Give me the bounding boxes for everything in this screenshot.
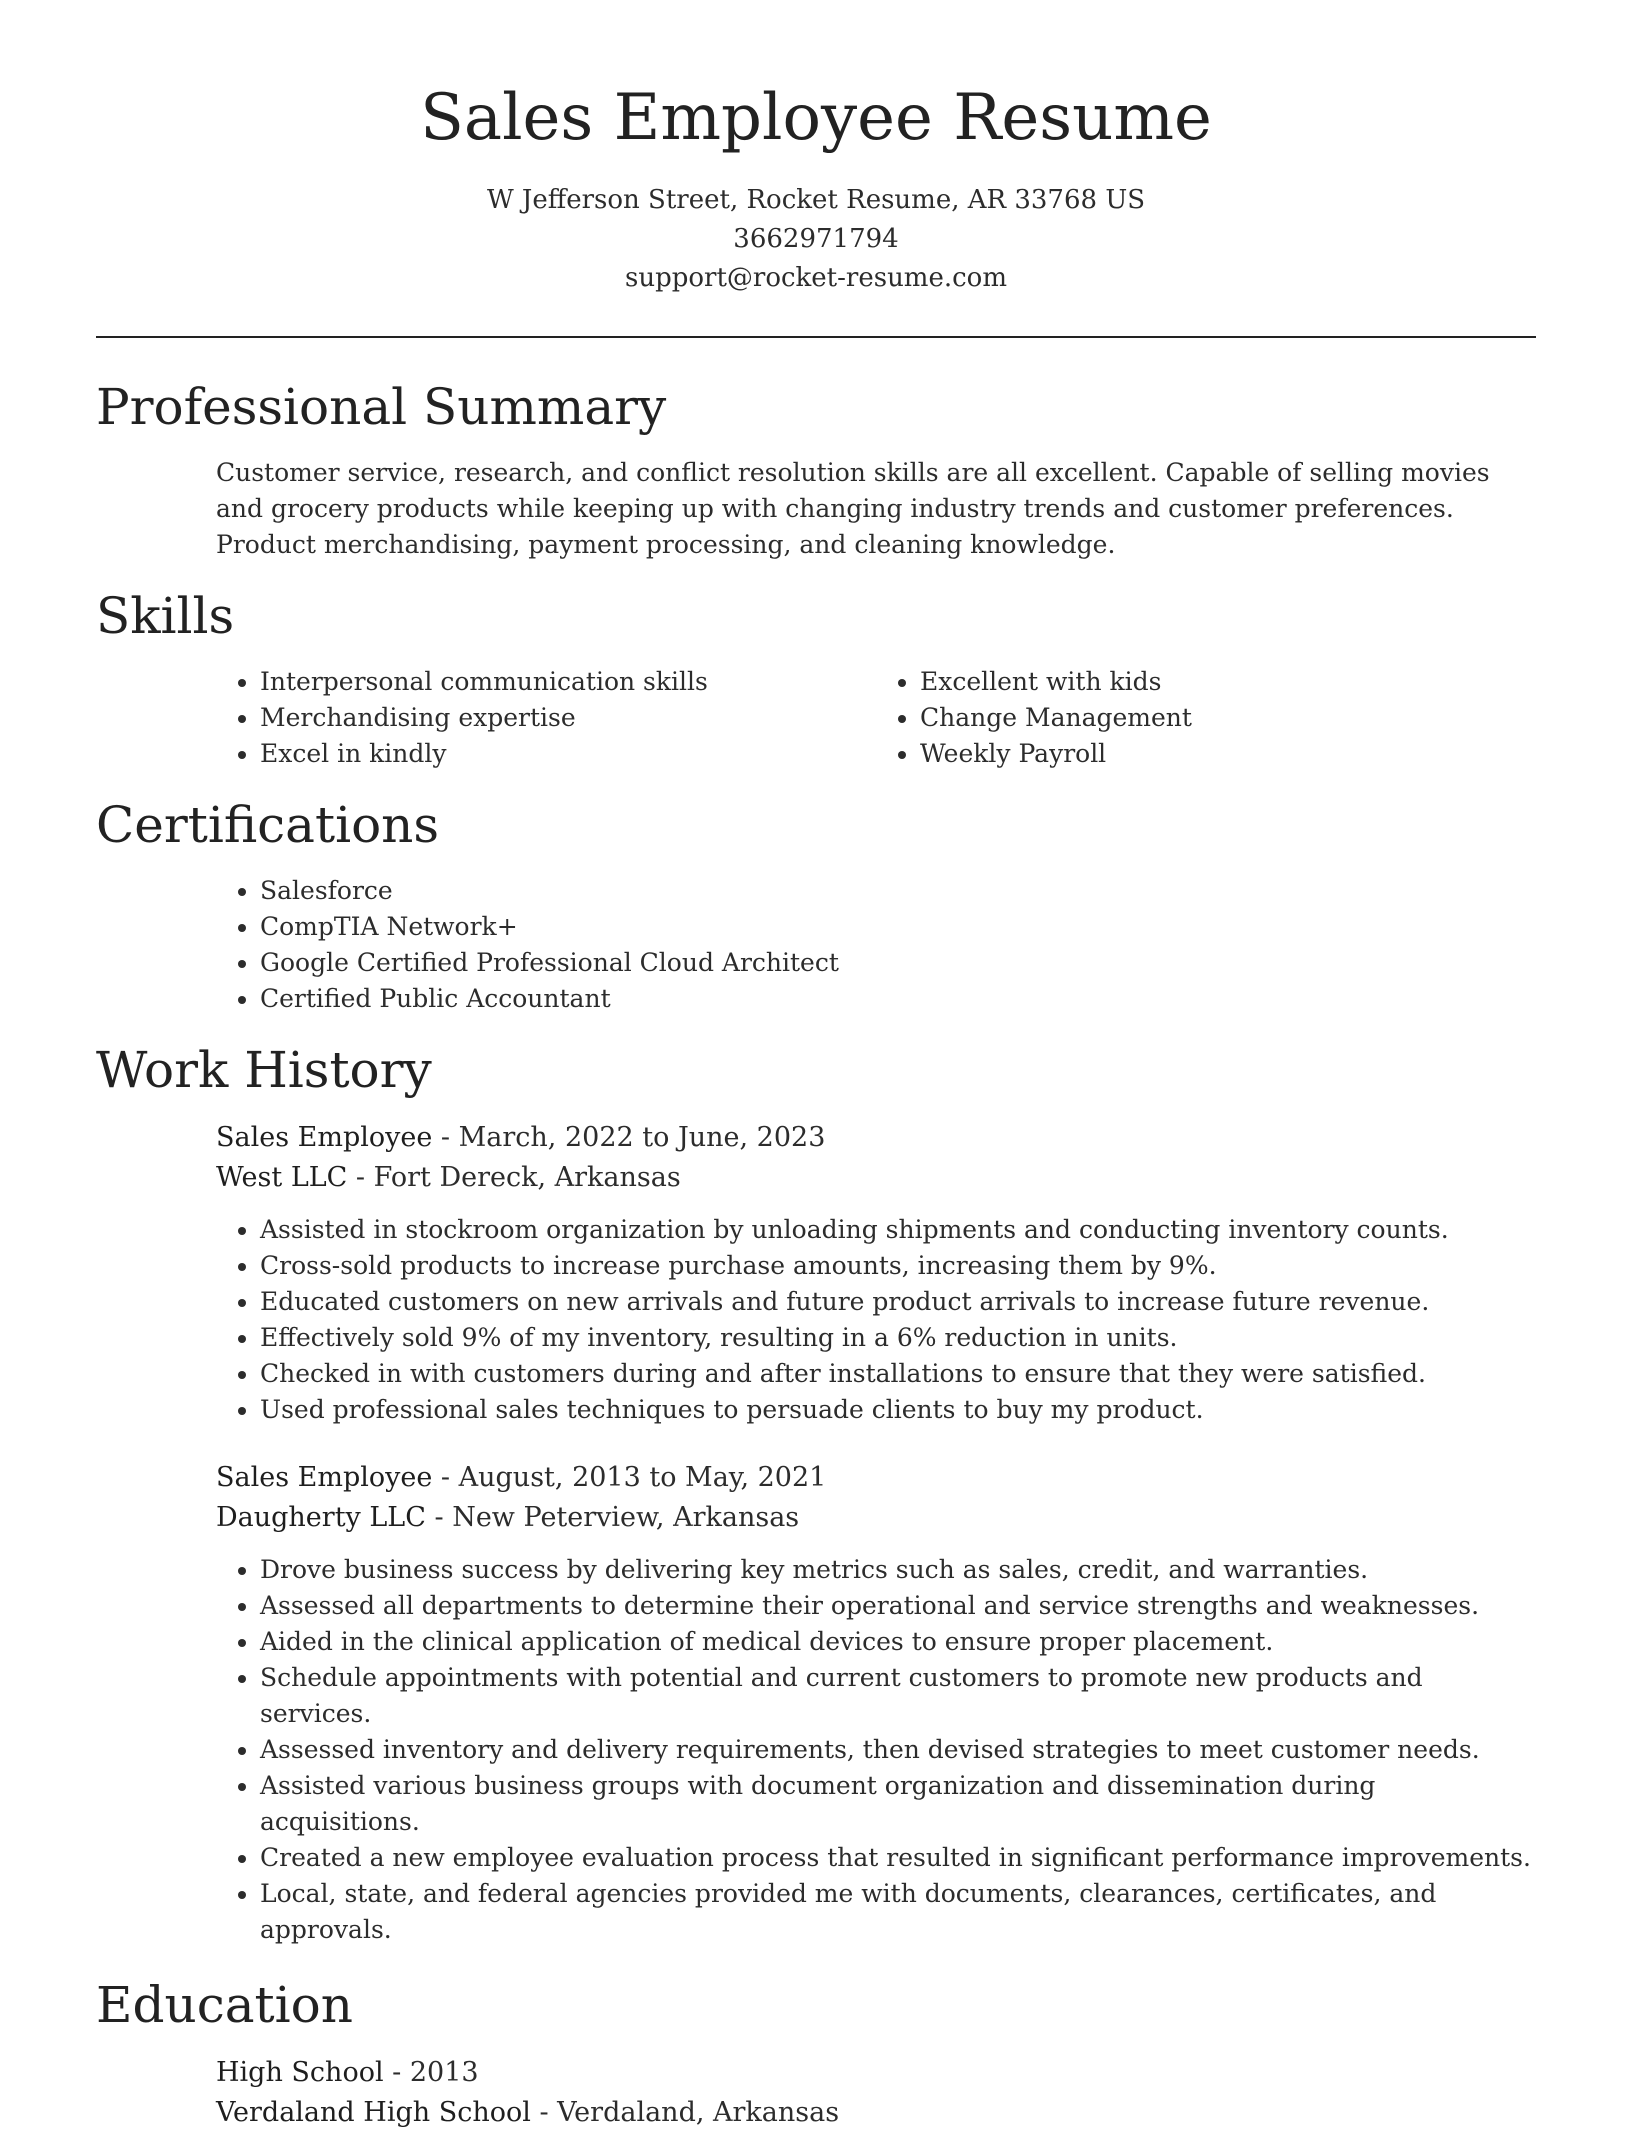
header-divider [96, 336, 1536, 338]
education-heading: Education [96, 1975, 353, 2034]
list-item: • Educated customers on new arrivals and future product arrivals to increase future revenue. [260, 1284, 1536, 1320]
list-item: • Salesforce [260, 873, 1536, 909]
list-item: • Assisted in stockroom organization by unloading shipments and conducting inventory counts. [260, 1212, 1536, 1248]
list-item: • Interpersonal communication skills [260, 664, 876, 700]
list-item: • Google Certified Professional Cloud Architect [260, 945, 1536, 981]
job-location: - Fort Dereck, Arkansas [347, 1161, 681, 1193]
job-bullets [216, 1552, 1536, 1948]
job-entry [216, 1458, 1536, 1948]
work-history-heading: Work History [96, 1040, 432, 1099]
list-item: • Schedule appointments with potential and current customers to promote new products and services. [260, 1660, 1536, 1732]
job-dates: - August, 2013 to May, 2021 [432, 1461, 827, 1493]
list-item: • Created a new employee evaluation process that resulted in significant performance improvements. [260, 1840, 1536, 1876]
summary-heading: Professional Summary [96, 377, 667, 436]
job-location: - New Peterview, Arkansas [425, 1501, 800, 1533]
skills-list-right [876, 664, 1536, 772]
list-item: • CompTIA Network+ [260, 909, 1536, 945]
job-title: Sales Employee [216, 1121, 433, 1153]
phone-text: 3662971794 [733, 223, 899, 254]
resume-header [96, 80, 1536, 298]
list-item: • Assessed all departments to determine their operational and service strengths and weaknesses. [260, 1588, 1536, 1624]
list-item: • Weekly Payroll [920, 736, 1536, 772]
certifications-heading: Certifications [96, 795, 440, 854]
resume-title: Sales Employee Resume [420, 81, 1212, 155]
job-company-line [216, 1158, 1536, 1198]
job-title-line [216, 1458, 1536, 1498]
list-item: • Local, state, and federal agencies provided me with documents, clearances, certificates, and approvals. [260, 1876, 1536, 1948]
list-item: • Assessed inventory and delivery requirements, then devised strategies to meet customer needs. [260, 1732, 1536, 1768]
skills-heading: Skills [96, 586, 235, 645]
job-dates: - March, 2022 to June, 2023 [432, 1121, 826, 1153]
education-section [96, 1975, 1536, 2133]
summary-section [96, 377, 1536, 563]
skills-grid [216, 664, 1536, 772]
list-item: • Checked in with customers during and after installations to ensure that they were satisfied. [260, 1356, 1536, 1392]
list-item: • Assisted various business groups with document organization and dissemination during acquisitions. [260, 1768, 1536, 1840]
education-degree-line [216, 2053, 1536, 2093]
job-company-line [216, 1498, 1536, 1538]
address-text: W Jefferson Street, Rocket Resume, AR 33768 US [486, 184, 1146, 215]
job-title-line [216, 1118, 1536, 1158]
summary-text: Customer service, research, and conflict resolution skills are all excellent. Capable of selling movies and grocery products while keeping up with changing industry trends and customer preferences. Product merchandising, payment processing, and cleaning knowledge. [216, 457, 1490, 559]
job-entry [216, 1118, 1536, 1428]
job-title: Sales Employee [216, 1461, 433, 1493]
list-item: • Merchandising expertise [260, 700, 876, 736]
list-item: • Drove business success by delivering key metrics such as sales, credit, and warranties. [260, 1552, 1536, 1588]
education-degree: High School [216, 2056, 384, 2088]
skills-section [96, 586, 1536, 772]
work-history-section [96, 1040, 1536, 1948]
education-location: - Verdaland, Arkansas [530, 2096, 840, 2128]
list-item: • Used professional sales techniques to persuade clients to buy my product. [260, 1392, 1536, 1428]
job-bullets [216, 1212, 1536, 1428]
list-item: • Excellent with kids [920, 664, 1536, 700]
list-item: • Excel in kindly [260, 736, 876, 772]
job-company: West LLC [216, 1161, 348, 1193]
skills-list-left [216, 664, 876, 772]
list-item: • Certified Public Accountant [260, 981, 1536, 1017]
list-item: • Aided in the clinical application of medical devices to ensure proper placement. [260, 1624, 1536, 1660]
list-item: • Cross-sold products to increase purchase amounts, increasing them by 9%. [260, 1248, 1536, 1284]
list-item: • Effectively sold 9% of my inventory, resulting in a 6% reduction in units. [260, 1320, 1536, 1356]
list-item: • Change Management [920, 700, 1536, 736]
education-school-line [216, 2093, 1536, 2133]
job-company: Daugherty LLC [216, 1501, 426, 1533]
education-year: - 2013 [383, 2056, 479, 2088]
certifications-list [216, 873, 1536, 1017]
certifications-section [96, 795, 1536, 1017]
education-school: Verdaland High School [216, 2096, 531, 2128]
email-text: support@rocket-resume.com [624, 262, 1007, 293]
